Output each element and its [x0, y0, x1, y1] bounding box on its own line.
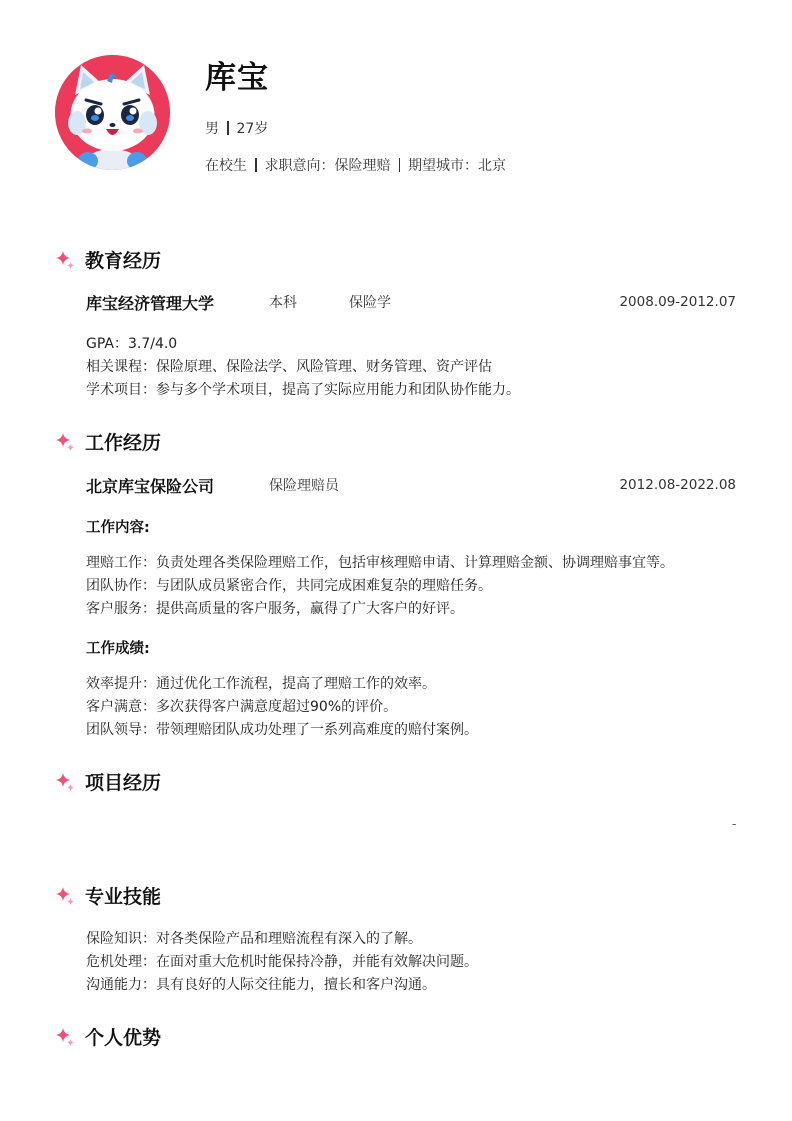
- divider: [399, 158, 401, 172]
- work-achievement-line: 客户满意：多次获得客户满意度超过90%的评价。: [86, 699, 398, 715]
- job-intent: 求职意向：保险理赔: [264, 158, 391, 174]
- sparkle-icon: [55, 1027, 75, 1047]
- work-content-line: 理赔工作：负责处理各类保险理赔工作，包括审核理赔申请、计算理赔金额、协调理赔事宜等。: [86, 555, 674, 571]
- work-achievement-line: 团队领导：带领理赔团队成功处理了一系列高难度的赔付案例。: [86, 722, 478, 738]
- work-achievement-label: 工作成绩:: [86, 641, 150, 657]
- divider: [227, 121, 229, 135]
- section-strengths-heading: [55, 1023, 161, 1050]
- status: 在校生: [205, 158, 247, 174]
- expected-city: 期望城市：北京: [408, 158, 506, 174]
- education-item-header: [86, 290, 736, 314]
- company-name: 北京库宝保险公司: [86, 476, 215, 496]
- skill-line: 保险知识：对各类保险产品和理赔流程有深入的了解。: [86, 931, 422, 947]
- major: 保险学: [349, 295, 391, 311]
- section-skills-heading: [55, 882, 161, 909]
- section-title: 工作经历: [85, 432, 162, 454]
- candidate-name: 库宝: [205, 60, 269, 96]
- sparkle-icon: [55, 772, 75, 792]
- project-empty-placeholder: -: [732, 817, 737, 831]
- divider: [255, 158, 257, 172]
- section-education-heading: [55, 246, 161, 273]
- skill-line: 沟通能力：具有良好的人际交往能力，擅长和客户沟通。: [86, 977, 436, 993]
- sparkle-icon: [55, 886, 75, 906]
- skill-line: 危机处理：在面对重大危机时能保持冷静，并能有效解决问题。: [86, 954, 478, 970]
- avatar: [55, 55, 170, 170]
- education-detail-line: GPA：3.7/4.0: [86, 336, 178, 352]
- education-detail-line: 学术项目：参与多个学术项目，提高了实际应用能力和团队协作能力。: [86, 382, 520, 398]
- sparkle-icon: [55, 432, 75, 452]
- position: 保险理赔员: [269, 478, 339, 494]
- work-item-header: [86, 473, 736, 497]
- school-name: 库宝经济管理大学: [86, 293, 215, 313]
- basic-info-row: [205, 118, 268, 138]
- gender: 男: [205, 121, 219, 137]
- work-content-line: 客户服务：提供高质量的客户服务，赢得了广大客户的好评。: [86, 601, 464, 617]
- section-title: 专业技能: [85, 886, 162, 908]
- work-content-line: 团队协作：与团队成员紧密合作，共同完成困难复杂的理赔任务。: [86, 578, 492, 594]
- work-content-label: 工作内容:: [86, 520, 150, 536]
- degree: 本科: [269, 295, 297, 311]
- intent-info-row: [205, 155, 506, 175]
- work-period: 2012.08-2022.08: [619, 477, 736, 493]
- education-period: 2008.09-2012.07: [619, 294, 736, 310]
- work-achievement-line: 效率提升：通过优化工作流程，提高了理赔工作的效率。: [86, 676, 436, 692]
- section-project-heading: [55, 768, 161, 795]
- section-title: 教育经历: [85, 250, 162, 272]
- section-title: 个人优势: [85, 1027, 162, 1049]
- section-title: 项目经历: [85, 772, 162, 794]
- section-work-heading: [55, 428, 161, 455]
- cat-mascot-icon: [55, 55, 170, 170]
- sparkle-icon: [55, 250, 75, 270]
- education-detail-line: 相关课程：保险原理、保险法学、风险管理、财务管理、资产评估: [86, 359, 492, 375]
- age: 27岁: [236, 121, 269, 137]
